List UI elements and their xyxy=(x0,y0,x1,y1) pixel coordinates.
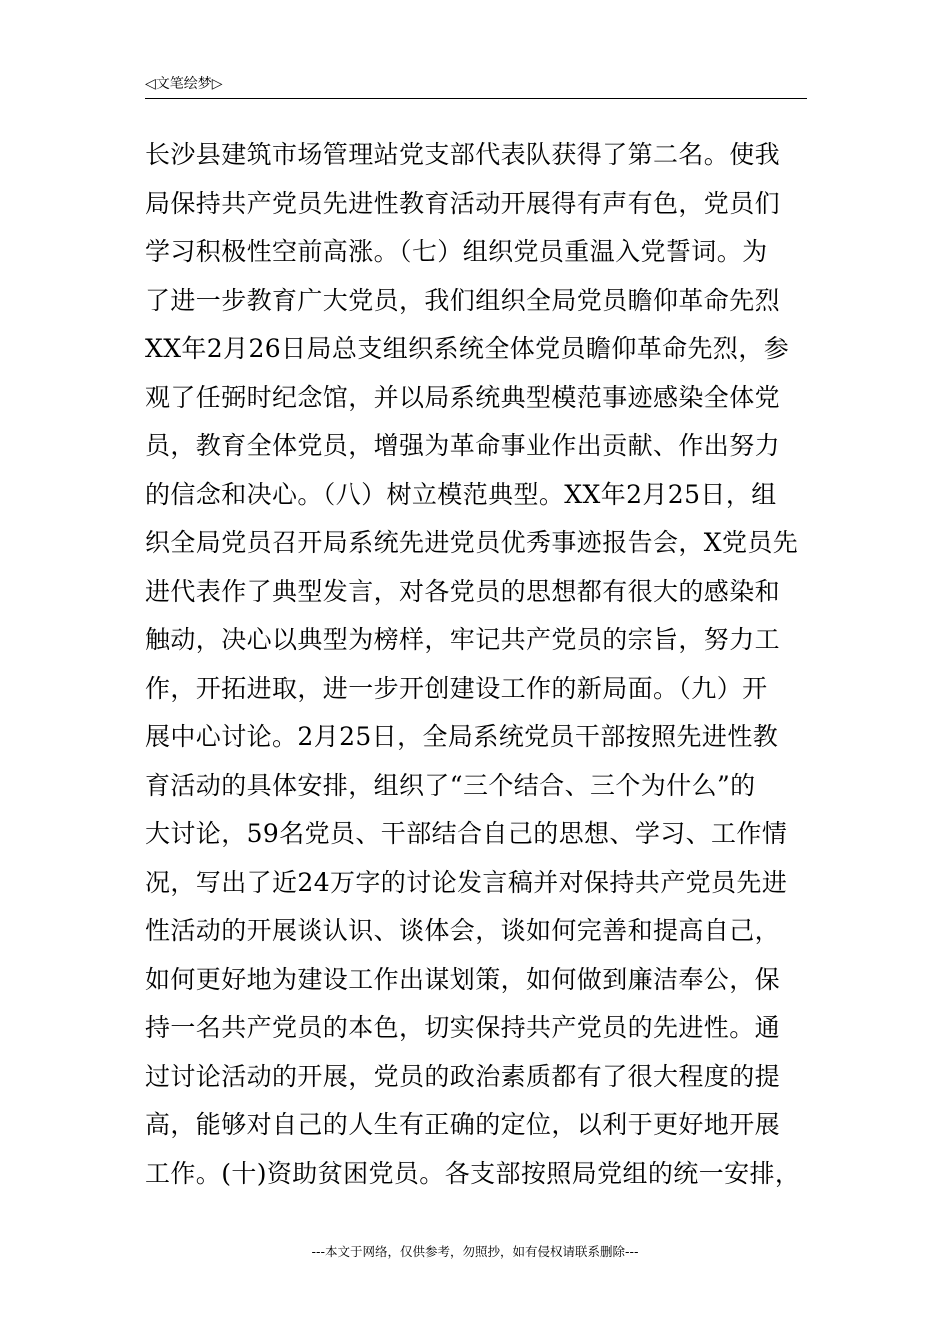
text-line: 况，写出了近24万字的讨论发言稿并对保持共产党员先进 xyxy=(145,867,788,897)
text-line: 的信念和决心。（八）树立模范典型。XX年2月25日，组 xyxy=(145,479,777,509)
text-line: 育活动的具体安排，组织了“三个结合、三个为什么”的 xyxy=(145,770,756,800)
text-line: 了进一步教育广大党员，我们组织全局党员瞻仰革命先烈 xyxy=(145,285,781,315)
page-footer: ---本文于网络，仅供参考，勿照抄，如有侵权请联系删除--- xyxy=(311,1244,639,1259)
text-line: XX年2月26日局总支组织系统全体党员瞻仰革命先烈，参 xyxy=(145,334,790,363)
text-line: 持一名共产党员的本色，切实保持共产党员的先进性。通 xyxy=(145,1013,781,1042)
text-line: 长沙县建筑市场管理站党支部代表队获得了第二名。使我 xyxy=(145,140,781,169)
text-line: 性活动的开展谈认识、谈体会，谈如何完善和提高自己， xyxy=(145,916,781,945)
text-line: 过讨论活动的开展，党员的政治素质都有了很大程度的提 xyxy=(145,1061,781,1091)
text-line: 工作。(十)资助贫困党员。各支部按照局党组的统一安排， xyxy=(145,1158,801,1188)
text-line: 触动，决心以典型为榜样，牢记共产党员的宗旨，努力工 xyxy=(145,625,781,654)
text-line: 局保持共产党员先进性教育活动开展得有声有色，党员们 xyxy=(145,188,781,218)
text-line: 高，能够对自己的人生有正确的定位，以利于更好地开展 xyxy=(145,1110,781,1139)
text-line: 观了任弼时纪念馆，并以局系统典型模范事迹感染全体党 xyxy=(145,382,781,412)
text-line: 员，教育全体党员，增强为革命事业作出贡献、作出努力 xyxy=(145,431,781,460)
page-header xyxy=(145,74,807,99)
body-text xyxy=(145,131,825,1198)
text-line: 大讨论，59名党员、干部结合自己的思想、学习、工作情 xyxy=(145,819,788,848)
text-line: 进代表作了典型发言，对各党员的思想都有很大的感染和 xyxy=(145,576,781,606)
text-line: 作，开拓进取，进一步开创建设工作的新局面。（九）开 xyxy=(145,673,768,703)
text-line: 展中心讨论。2月25日，全局系统党员干部按照先进性教 xyxy=(145,722,779,751)
text-line: 学习积极性空前高涨。（七）组织党员重温入党誓词。为 xyxy=(145,237,768,266)
text-line: 如何更好地为建设工作出谋划策，如何做到廉洁奉公，保 xyxy=(145,964,781,994)
text-line: 织全局党员召开局系统先进党员优秀事迹报告会，X党员先 xyxy=(145,528,799,557)
header-logo: ◁文笔绘梦▷ xyxy=(145,76,223,92)
